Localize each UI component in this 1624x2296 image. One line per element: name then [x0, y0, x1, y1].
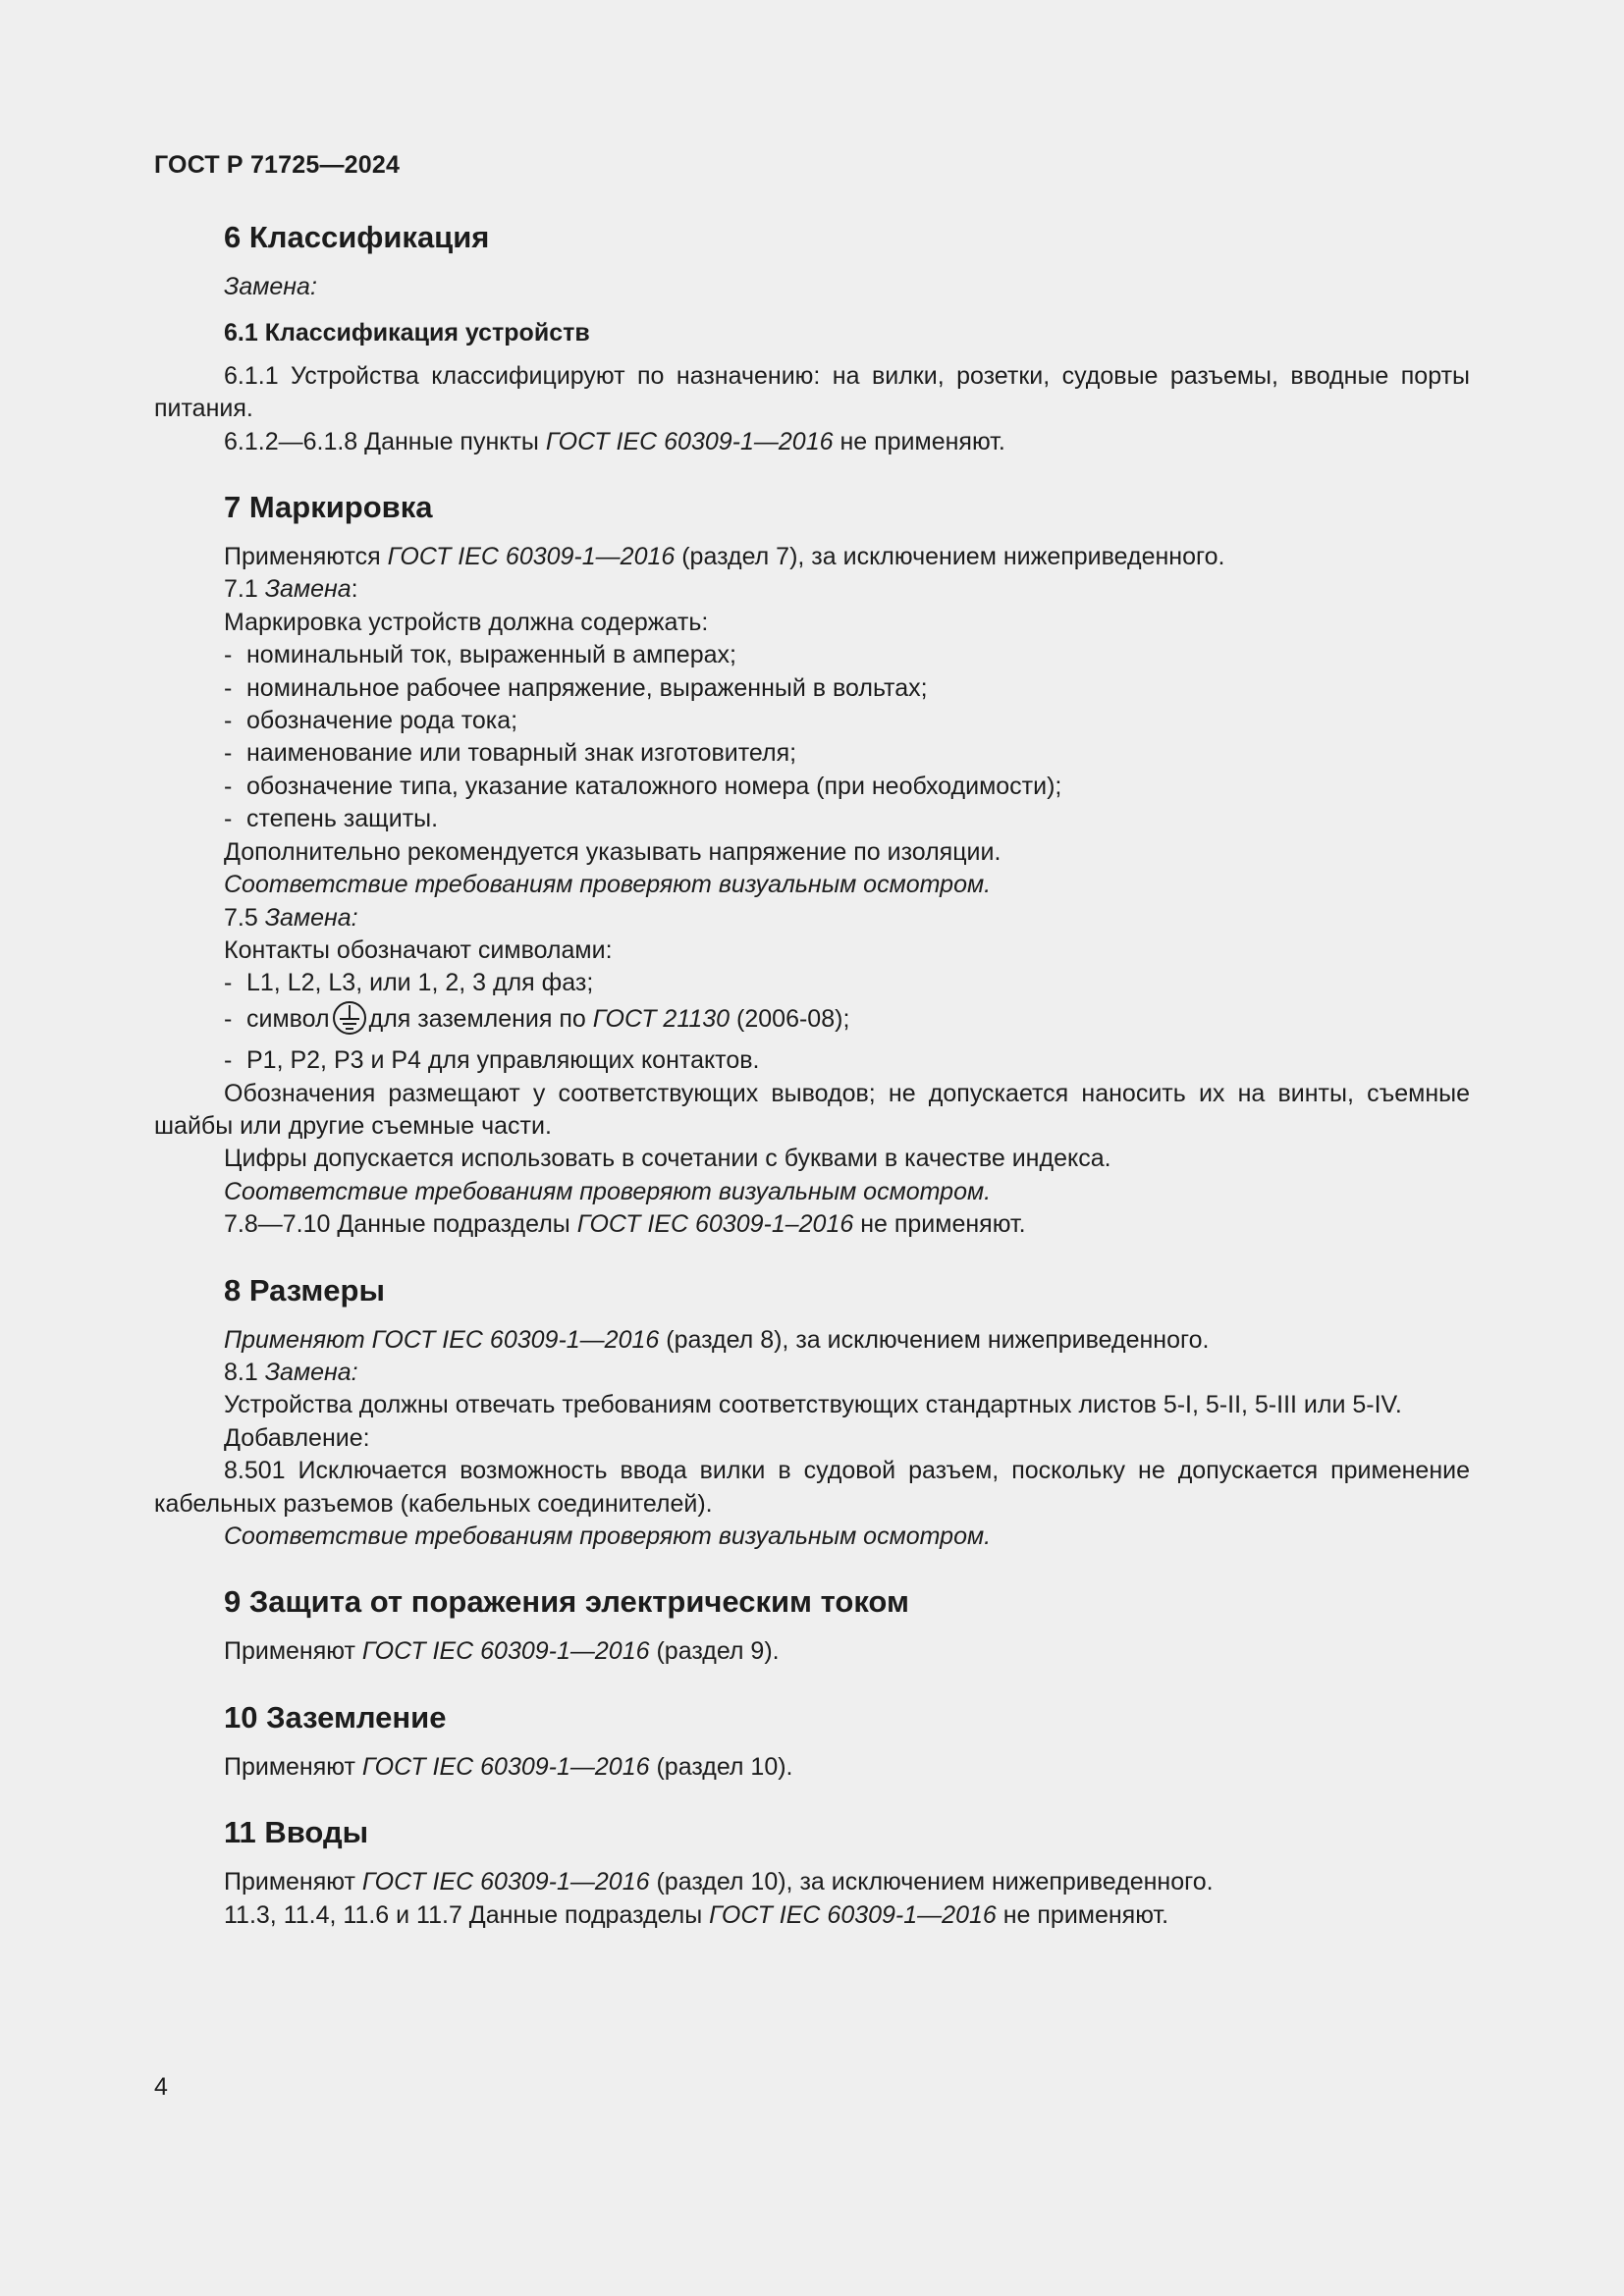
- marking-item: - обозначение рода тока;: [224, 707, 518, 735]
- section-7-title: 7 Маркировка: [224, 490, 433, 525]
- marking-item: - номинальный ток, выраженный в амперах;: [224, 641, 736, 669]
- section-7-intro: Применяются ГОСТ IEC 60309-1—2016 (раздел 7), за исключением нижеприведенного.: [224, 543, 1225, 571]
- contact-item-earth: - символ для заземления по ГОСТ 21130 (2006-08);: [154, 1000, 1470, 1044]
- check-note-7-1: Соответствие требованиям проверяют визуальным осмотром.: [224, 871, 992, 899]
- marking-item: - номинальное рабочее напряжение, выраженный в вольтах;: [224, 673, 928, 702]
- contacts-lead: Контакты обозначают символами:: [224, 935, 613, 964]
- section-6-title: 6 Классификация: [224, 220, 490, 254]
- clause-8-1: 8.1 Замена:: [224, 1358, 358, 1386]
- contact-item: - L1, L2, L3, или 1, 2, 3 для фаз;: [224, 969, 594, 997]
- clause-8-501: 8.501 Исключается возможность ввода вилки в судовой разъем, поскольку не допускается применение кабельных разъемов (кабельных соединителей).: [154, 1457, 1470, 1518]
- protective-earth-icon: [332, 1000, 367, 1044]
- clause-7-8: 7.8—7.10 Данные подразделы ГОСТ IEC 60309-1–2016 не применяют.: [224, 1210, 1026, 1239]
- document-body: [154, 218, 1470, 1932]
- marking-item: - наименование или товарный знак изготовителя;: [224, 739, 797, 768]
- clause-7-1: 7.1 Замена:: [224, 575, 358, 604]
- section-6-replace-label: Замена:: [224, 273, 317, 300]
- section-8-intro: Применяют ГОСТ IEC 60309-1—2016 (раздел 8), за исключением нижеприведенного.: [224, 1325, 1210, 1354]
- marking-item: - обозначение типа, указание каталожного номера (при необходимости);: [224, 772, 1062, 800]
- section-10-title: 10 Заземление: [224, 1699, 447, 1735]
- clause-8-1-requirement: Устройства должны отвечать требованиям соответствующих стандартных листов 5-I, 5-II, 5-III или 5-IV.: [224, 1391, 1402, 1419]
- section-10-text: Применяют ГОСТ IEC 60309-1—2016 (раздел 10).: [224, 1752, 793, 1781]
- section-9-title: 9 Защита от поражения электрическим током: [224, 1584, 909, 1620]
- digits-rule: Цифры допускается использовать в сочетании с буквами в качестве индекса.: [224, 1145, 1111, 1173]
- marking-lead: Маркировка устройств должна содержать:: [224, 608, 709, 636]
- addition-label: Добавление:: [224, 1423, 370, 1452]
- subsection-6-1-title: 6.1 Классификация устройств: [224, 319, 590, 347]
- clause-6-1-2: 6.1.2—6.1.8 Данные пункты ГОСТ IEC 60309-1—2016 не применяют.: [224, 427, 1005, 455]
- clause-11-3: 11.3, 11.4, 11.6 и 11.7 Данные подразделы ГОСТ IEC 60309-1—2016 не применяют.: [224, 1900, 1169, 1929]
- page-number: 4: [154, 2073, 168, 2101]
- check-note-7-5: Соответствие требованиям проверяют визуальным осмотром.: [224, 1177, 992, 1205]
- section-11-text: Применяют ГОСТ IEC 60309-1—2016 (раздел 10), за исключением нижеприведенного.: [224, 1868, 1214, 1896]
- marking-item: - степень защиты.: [224, 805, 439, 833]
- clause-6-1-1: 6.1.1 Устройства классифицируют по назначению: на вилки, розетки, судовые разъемы, вводные порты питания.: [154, 361, 1470, 423]
- section-8-title: 8 Размеры: [224, 1272, 385, 1308]
- placement-rule: Обозначения размещают у соответствующих выводов; не допускается наносить их на винты, съемные шайбы или другие съемные части.: [154, 1079, 1470, 1140]
- clause-7-5: 7.5 Замена:: [224, 903, 358, 932]
- section-11-title: 11 Вводы: [224, 1815, 369, 1850]
- section-9-text: Применяют ГОСТ IEC 60309-1—2016 (раздел 9).: [224, 1637, 780, 1666]
- marking-extra: Дополнительно рекомендуется указывать напряжение по изоляции.: [224, 837, 1001, 866]
- check-note-8: Соответствие требованиям проверяют визуальным осмотром.: [224, 1522, 992, 1550]
- contact-item: - P1, P2, P3 и P4 для управляющих контактов.: [224, 1046, 760, 1075]
- document-code-header: ГОСТ Р 71725—2024: [154, 151, 401, 179]
